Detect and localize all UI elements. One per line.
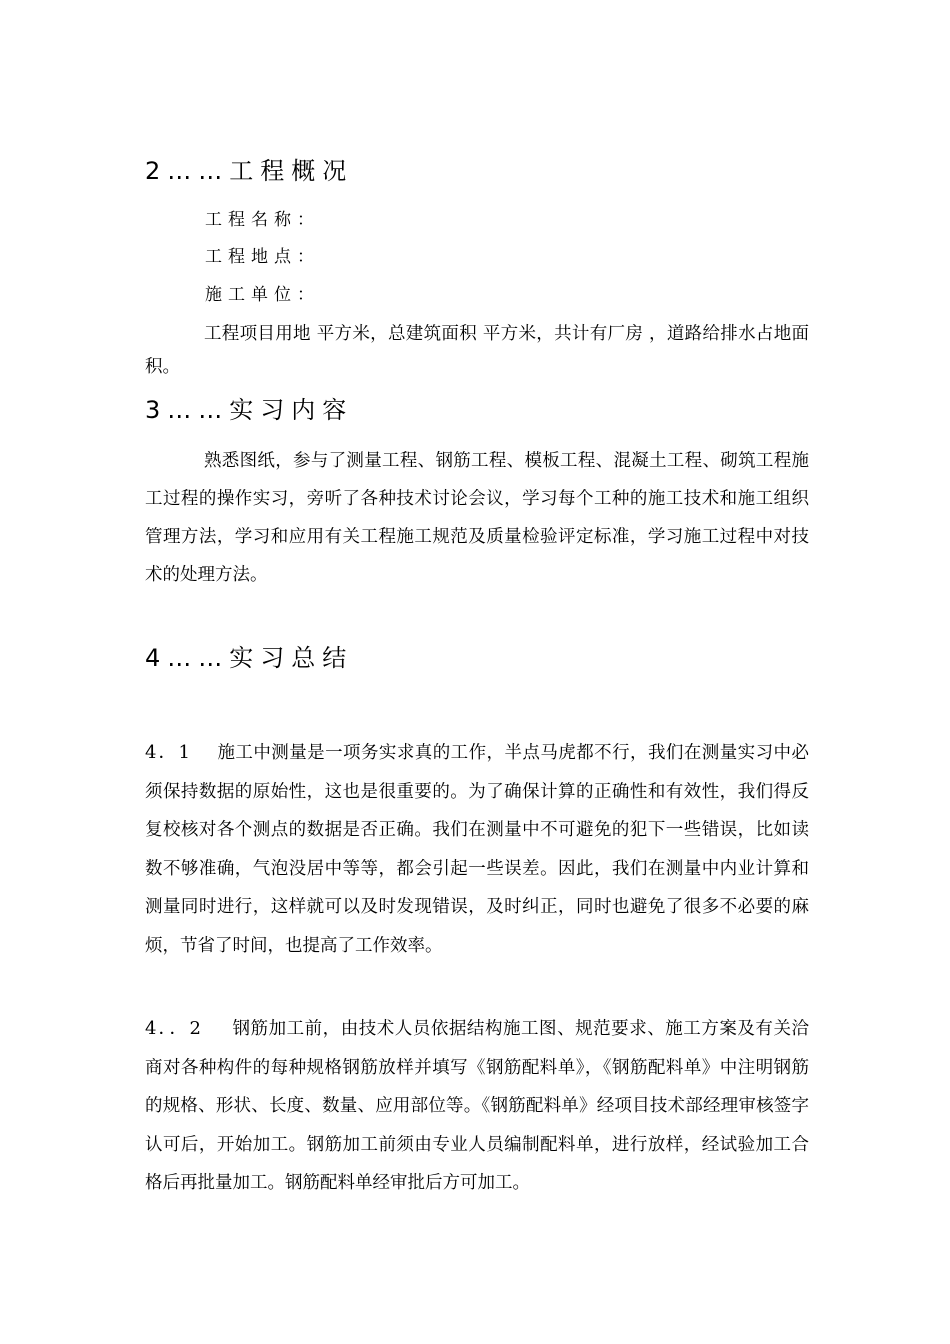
- subsection-number: 4．1: [145, 742, 192, 763]
- project-location-field: 工程地点：: [205, 247, 320, 267]
- overview-paragraph: 工程项目用地 平方米，总建筑面积 平方米，共计有厂房 ，道路给排水占地面积。: [145, 324, 809, 377]
- project-name-field: 工程名称：: [205, 210, 320, 230]
- subsection-text: 施工中测量是一项务实求真的工作，半点马虎都不行，我们在测量实习中必须保持数据的原始性，这也是很重要的。为了确保计算的正确性和有效性，我们得反复校核对各个测点的数据是否正确。我们在测量中不可避免的犯下一些错误，比如读数不够准确，气泡没居中等等，都会引起一些误差。因此，我们在测量中内业计算和测量同时进行，这样就可以及时发现错误，及时纠正，同时也避免了很多不必要的麻烦，节省了时间，也提高了工作效率。: [145, 743, 809, 956]
- construction-unit-field: 施工单位：: [205, 285, 320, 305]
- content-paragraph: 熟悉图纸，参与了测量工程、钢筋工程、模板工程、混凝土工程、砌筑工程施工过程的操作实习，旁听了各种技术讨论会议，学习每个工种的施工技术和施工组织管理方法，学习和应用有关工程施工规范及质量检验评定标准，学习施工过程中对技术的处理方法。: [145, 451, 809, 585]
- subsection-4-1: [145, 734, 809, 965]
- section-heading-content: 3……实习内容: [145, 396, 354, 424]
- section-heading-overview: 2……工程概况: [145, 157, 354, 185]
- subsection-text: 钢筋加工前，由技术人员依据结构施工图、规范要求、施工方案及有关洽商对各种构件的每种规格钢筋放样并填写《钢筋配料单》，《钢筋配料单》中注明钢筋的规格、形状、长度、数量、应用部位等。《钢筋配料单》经项目技术部经理审核签字认可后，开始加工。钢筋加工前须由专业人员编制配料单，进行放样，经试验加工合格后再批量加工。钢筋配料单经审批后方可加工。: [145, 1019, 809, 1193]
- subsection-4-2: [145, 1010, 809, 1203]
- section-heading-summary: 4……实习总结: [145, 644, 354, 672]
- subsection-number: 4．．2: [145, 1018, 203, 1039]
